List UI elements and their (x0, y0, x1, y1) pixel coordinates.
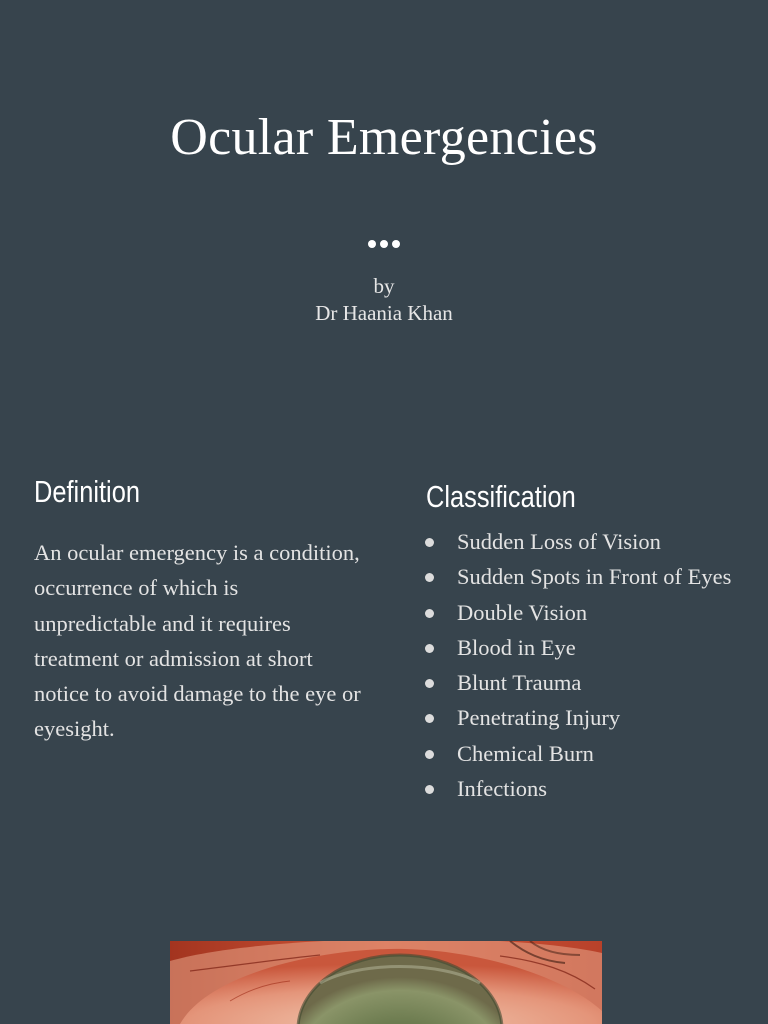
byline (0, 273, 768, 327)
definition-text: An ocular emergency is a condition, occurrence of which is unpredictable and it requires treatment or admission at short notice to avoid damage to the eye or eyesight. (34, 540, 361, 742)
list-item-label: Blunt Trauma (457, 670, 582, 696)
divider-dot (380, 240, 388, 248)
divider-dot (392, 240, 400, 248)
page-title: Ocular Emergencies (170, 109, 598, 166)
list-item-label: Chemical Burn (457, 740, 594, 766)
bullet-icon (425, 785, 434, 794)
list-item (420, 700, 750, 735)
bullet-icon (425, 609, 434, 618)
bullet-icon (425, 714, 434, 723)
list-item-label: Sudden Spots in Front of Eyes (457, 564, 732, 590)
list-item (420, 665, 750, 700)
list-item (420, 559, 750, 594)
bullet-icon (425, 573, 434, 582)
list-item (420, 736, 750, 771)
list-item (420, 771, 750, 806)
bullet-icon (425, 538, 434, 547)
by-label: by (373, 274, 395, 298)
list-item-label: Blood in Eye (457, 634, 576, 660)
divider-dot (368, 240, 376, 248)
list-item-label: Sudden Loss of Vision (457, 529, 661, 554)
bullet-icon (425, 644, 434, 653)
classification-heading: Classification (426, 479, 576, 514)
bullet-icon (425, 750, 434, 759)
eye-photo-drawing (170, 941, 602, 1024)
author-name: Dr Haania Khan (315, 301, 453, 325)
list-item-label: Penetrating Injury (457, 705, 621, 731)
definition-heading: Definition (34, 474, 140, 509)
list-item (420, 524, 750, 559)
list-item (420, 630, 750, 665)
classification-list (420, 524, 750, 806)
bullet-icon (425, 679, 434, 688)
list-item-label: Double Vision (457, 599, 588, 625)
eye-photo (170, 941, 602, 1024)
list-item-label: Infections (457, 776, 547, 802)
list-item (420, 595, 750, 630)
ellipsis-divider (0, 228, 768, 256)
